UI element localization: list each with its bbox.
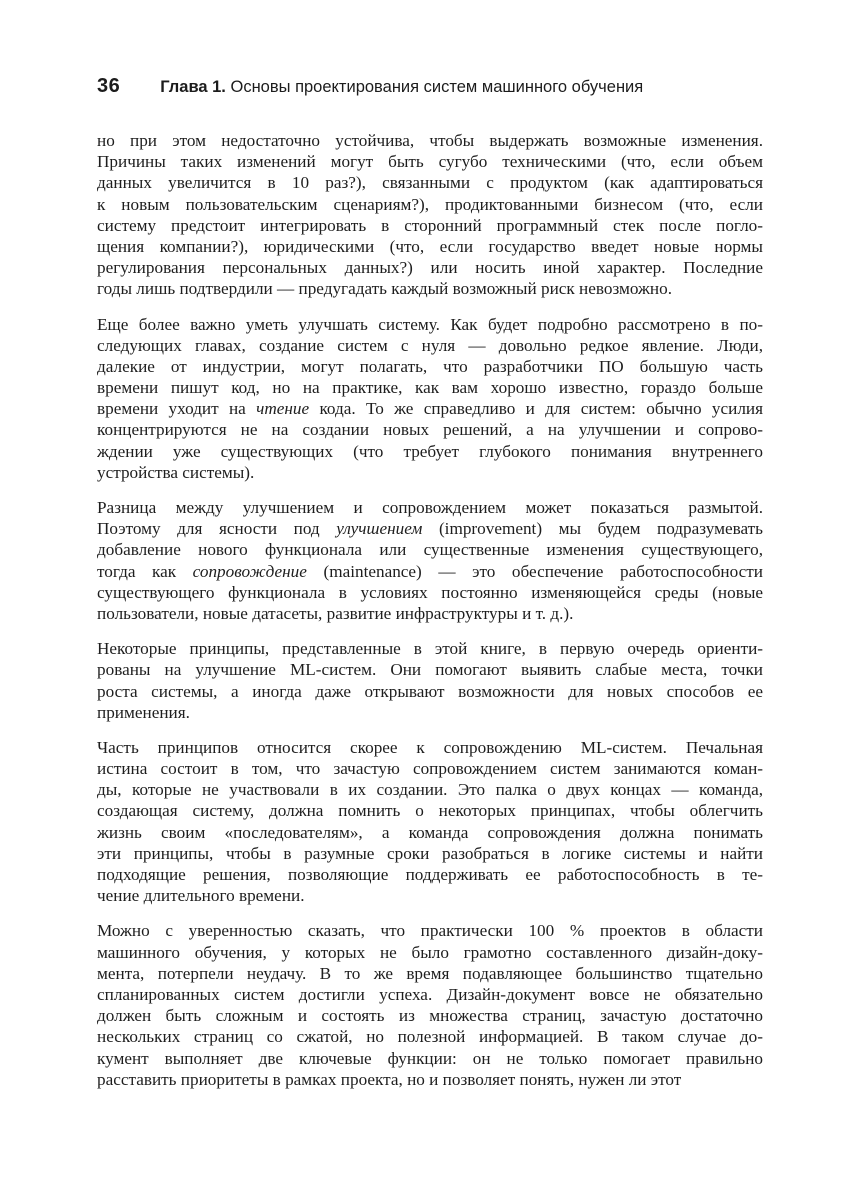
- text-segment: Поэтому для ясности под: [97, 519, 337, 539]
- text-segment: щения компании?), юридическими (что, если государство введет новые нормы: [97, 236, 763, 256]
- text-line: [97, 314, 763, 335]
- paragraph: [97, 638, 763, 723]
- text-line: [97, 603, 763, 624]
- text-line: [97, 130, 763, 151]
- text-segment: спланированных систем достигли успеха. Дизайн-документ вовсе не обязательно: [97, 984, 763, 1004]
- text-segment: (improvement) мы будем подразумевать: [422, 519, 763, 539]
- text-line: [97, 843, 763, 864]
- text-line: [97, 377, 763, 398]
- paragraph: [97, 737, 763, 907]
- text-segment: систему предстоит интегрировать в сторонний программный стек после погло-: [97, 215, 763, 235]
- text-segment: рованы на улучшение ML-систем. Они помогают выявить слабые места, точки: [97, 660, 763, 680]
- text-segment: годы лишь подтвердили — предугадать каждый возможный риск невозможно.: [97, 279, 673, 299]
- text-line: [97, 737, 763, 758]
- text-line: [97, 462, 763, 483]
- text-line: [97, 942, 763, 963]
- text-line: [97, 356, 763, 377]
- text-segment: тогда как: [97, 561, 193, 581]
- text-segment: Можно с уверенностью сказать, что практически 100 % проектов в области: [97, 921, 763, 941]
- text-segment: Причины таких изменений могут быть сугубо техническими (что, если объем: [97, 152, 763, 172]
- text-segment: добавление нового функционала или существенные изменения существующего,: [97, 540, 763, 560]
- text-segment: устройства системы).: [97, 462, 255, 482]
- text-line: [97, 984, 763, 1005]
- italic-text: улучшением: [336, 519, 423, 539]
- text-segment: Еще более важно уметь улучшать систему. Как будет подробно рассмотрено в по-: [97, 314, 763, 334]
- text-line: [97, 1026, 763, 1047]
- text-line: [97, 257, 763, 278]
- text-segment: жизнь своим «последователям», а команда сопровождения должна понимать: [97, 822, 763, 842]
- text-segment: кода. То же справедливо и для систем: обычно усилия: [309, 399, 763, 419]
- text-line: [97, 278, 763, 299]
- text-line: [97, 885, 763, 906]
- text-line: [97, 497, 763, 518]
- chapter-label: Глава 1.: [160, 78, 226, 96]
- text-line: [97, 659, 763, 680]
- text-segment: Часть принципов относится скорее к сопровождению ML-систем. Печальная: [97, 737, 763, 757]
- text-segment: истина состоит в том, что зачастую сопровождением систем занимаются коман-: [97, 759, 763, 779]
- text-line: [97, 172, 763, 193]
- chapter-heading: [160, 78, 643, 97]
- text-line: [97, 419, 763, 440]
- page-body: [97, 130, 763, 1104]
- text-line: [97, 1048, 763, 1069]
- text-segment: роста системы, а иногда даже открывают возможности для новых способов ее: [97, 681, 763, 701]
- text-line: [97, 539, 763, 560]
- text-segment: эти принципы, чтобы в разумные сроки разобраться в логике системы и найти: [97, 843, 763, 863]
- text-segment: Разница между улучшением и сопровождением может показаться размытой.: [97, 498, 763, 517]
- text-line: [97, 194, 763, 215]
- italic-text: сопровождение: [192, 561, 307, 581]
- text-line: [97, 236, 763, 257]
- paragraph: [97, 130, 763, 300]
- text-line: [97, 518, 763, 539]
- running-header: [97, 75, 643, 98]
- text-line: [97, 800, 763, 821]
- text-line: [97, 441, 763, 462]
- text-segment: подходящие решения, позволяющие поддерживать ее работоспособность в те-: [97, 865, 763, 884]
- paragraph: [97, 314, 763, 484]
- text-segment: нескольких страниц со сжатой, но полезной информацией. В таком случае до-: [97, 1027, 763, 1047]
- text-segment: пользователи, новые датасеты, развитие инфраструктуры и т. д.).: [97, 603, 574, 623]
- text-segment: регулирования персональных данных?) или носить иной характер. Последние: [97, 258, 763, 278]
- text-line: [97, 779, 763, 800]
- text-segment: мента, потерпели неудачу. В то же время подавляющее большинство тщательно: [97, 963, 763, 983]
- chapter-title: Основы проектирования систем машинного обучения: [230, 78, 644, 96]
- text-line: [97, 963, 763, 984]
- text-segment: Некоторые принципы, представленные в этой книге, в первую очередь ориенти-: [97, 639, 763, 659]
- text-segment: кумент выполняет две ключевые функции: он не только помогает правильно: [97, 1048, 763, 1068]
- text-segment: ждении уже существующих (что требует глубокого понимания внутреннего: [97, 441, 763, 461]
- text-line: [97, 398, 763, 419]
- text-line: [97, 702, 763, 723]
- text-line: [97, 822, 763, 843]
- text-segment: данных увеличится в 10 раз?), связанными с продуктом (как адаптироваться: [97, 173, 763, 193]
- paragraph: [97, 920, 763, 1090]
- text-segment: следующих главах, создание систем с нуля — довольно редкое явление. Люди,: [97, 335, 763, 355]
- text-line: [97, 864, 763, 885]
- text-segment: концентрируются не на создании новых решений, а на улучшении и сопрово-: [97, 420, 763, 440]
- text-segment: времени пишут код, но на практике, как вам хорошо известно, гораздо больше: [97, 378, 763, 398]
- text-segment: создающая систему, должна помнить о некоторых принципах, чтобы облегчить: [97, 801, 763, 821]
- italic-text: чтение: [256, 399, 310, 419]
- text-segment: далекие от индустрии, могут полагать, что разработчики ПО большую часть: [97, 356, 763, 376]
- text-line: [97, 561, 763, 582]
- text-segment: времени уходит на: [97, 399, 257, 419]
- text-line: [97, 1005, 763, 1026]
- text-line: [97, 1069, 763, 1090]
- text-segment: машинного обучения, у которых не было грамотно составленного дизайн-доку-: [97, 942, 763, 962]
- text-line: [97, 920, 763, 941]
- text-line: [97, 151, 763, 172]
- text-line: [97, 215, 763, 236]
- text-line: [97, 638, 763, 659]
- text-segment: чение длительного времени.: [97, 886, 305, 906]
- text-line: [97, 681, 763, 702]
- text-segment: к новым пользовательским сценариям?), продиктованными бизнесом (что, если: [97, 194, 763, 214]
- paragraph: [97, 497, 763, 624]
- text-segment: но при этом недостаточно устойчива, чтобы выдержать возможные изменения.: [97, 131, 763, 150]
- text-line: [97, 335, 763, 356]
- page-number: 36: [97, 75, 121, 97]
- text-segment: (maintenance) — это обеспечение работоспособности: [306, 561, 763, 581]
- text-segment: расставить приоритеты в рамках проекта, но и позволяет понять, нужен ли этот: [97, 1069, 682, 1089]
- text-line: [97, 758, 763, 779]
- text-line: [97, 582, 763, 603]
- text-segment: ды, которые не участвовали в их создании. Это палка о двух концах — команда,: [97, 780, 763, 800]
- text-segment: должен быть сложным и состоять из множества страниц, зачастую достаточно: [97, 1006, 763, 1026]
- text-segment: применения.: [97, 702, 190, 722]
- text-segment: существующего функционала в условиях постоянно изменяющейся среды (новые: [97, 582, 763, 602]
